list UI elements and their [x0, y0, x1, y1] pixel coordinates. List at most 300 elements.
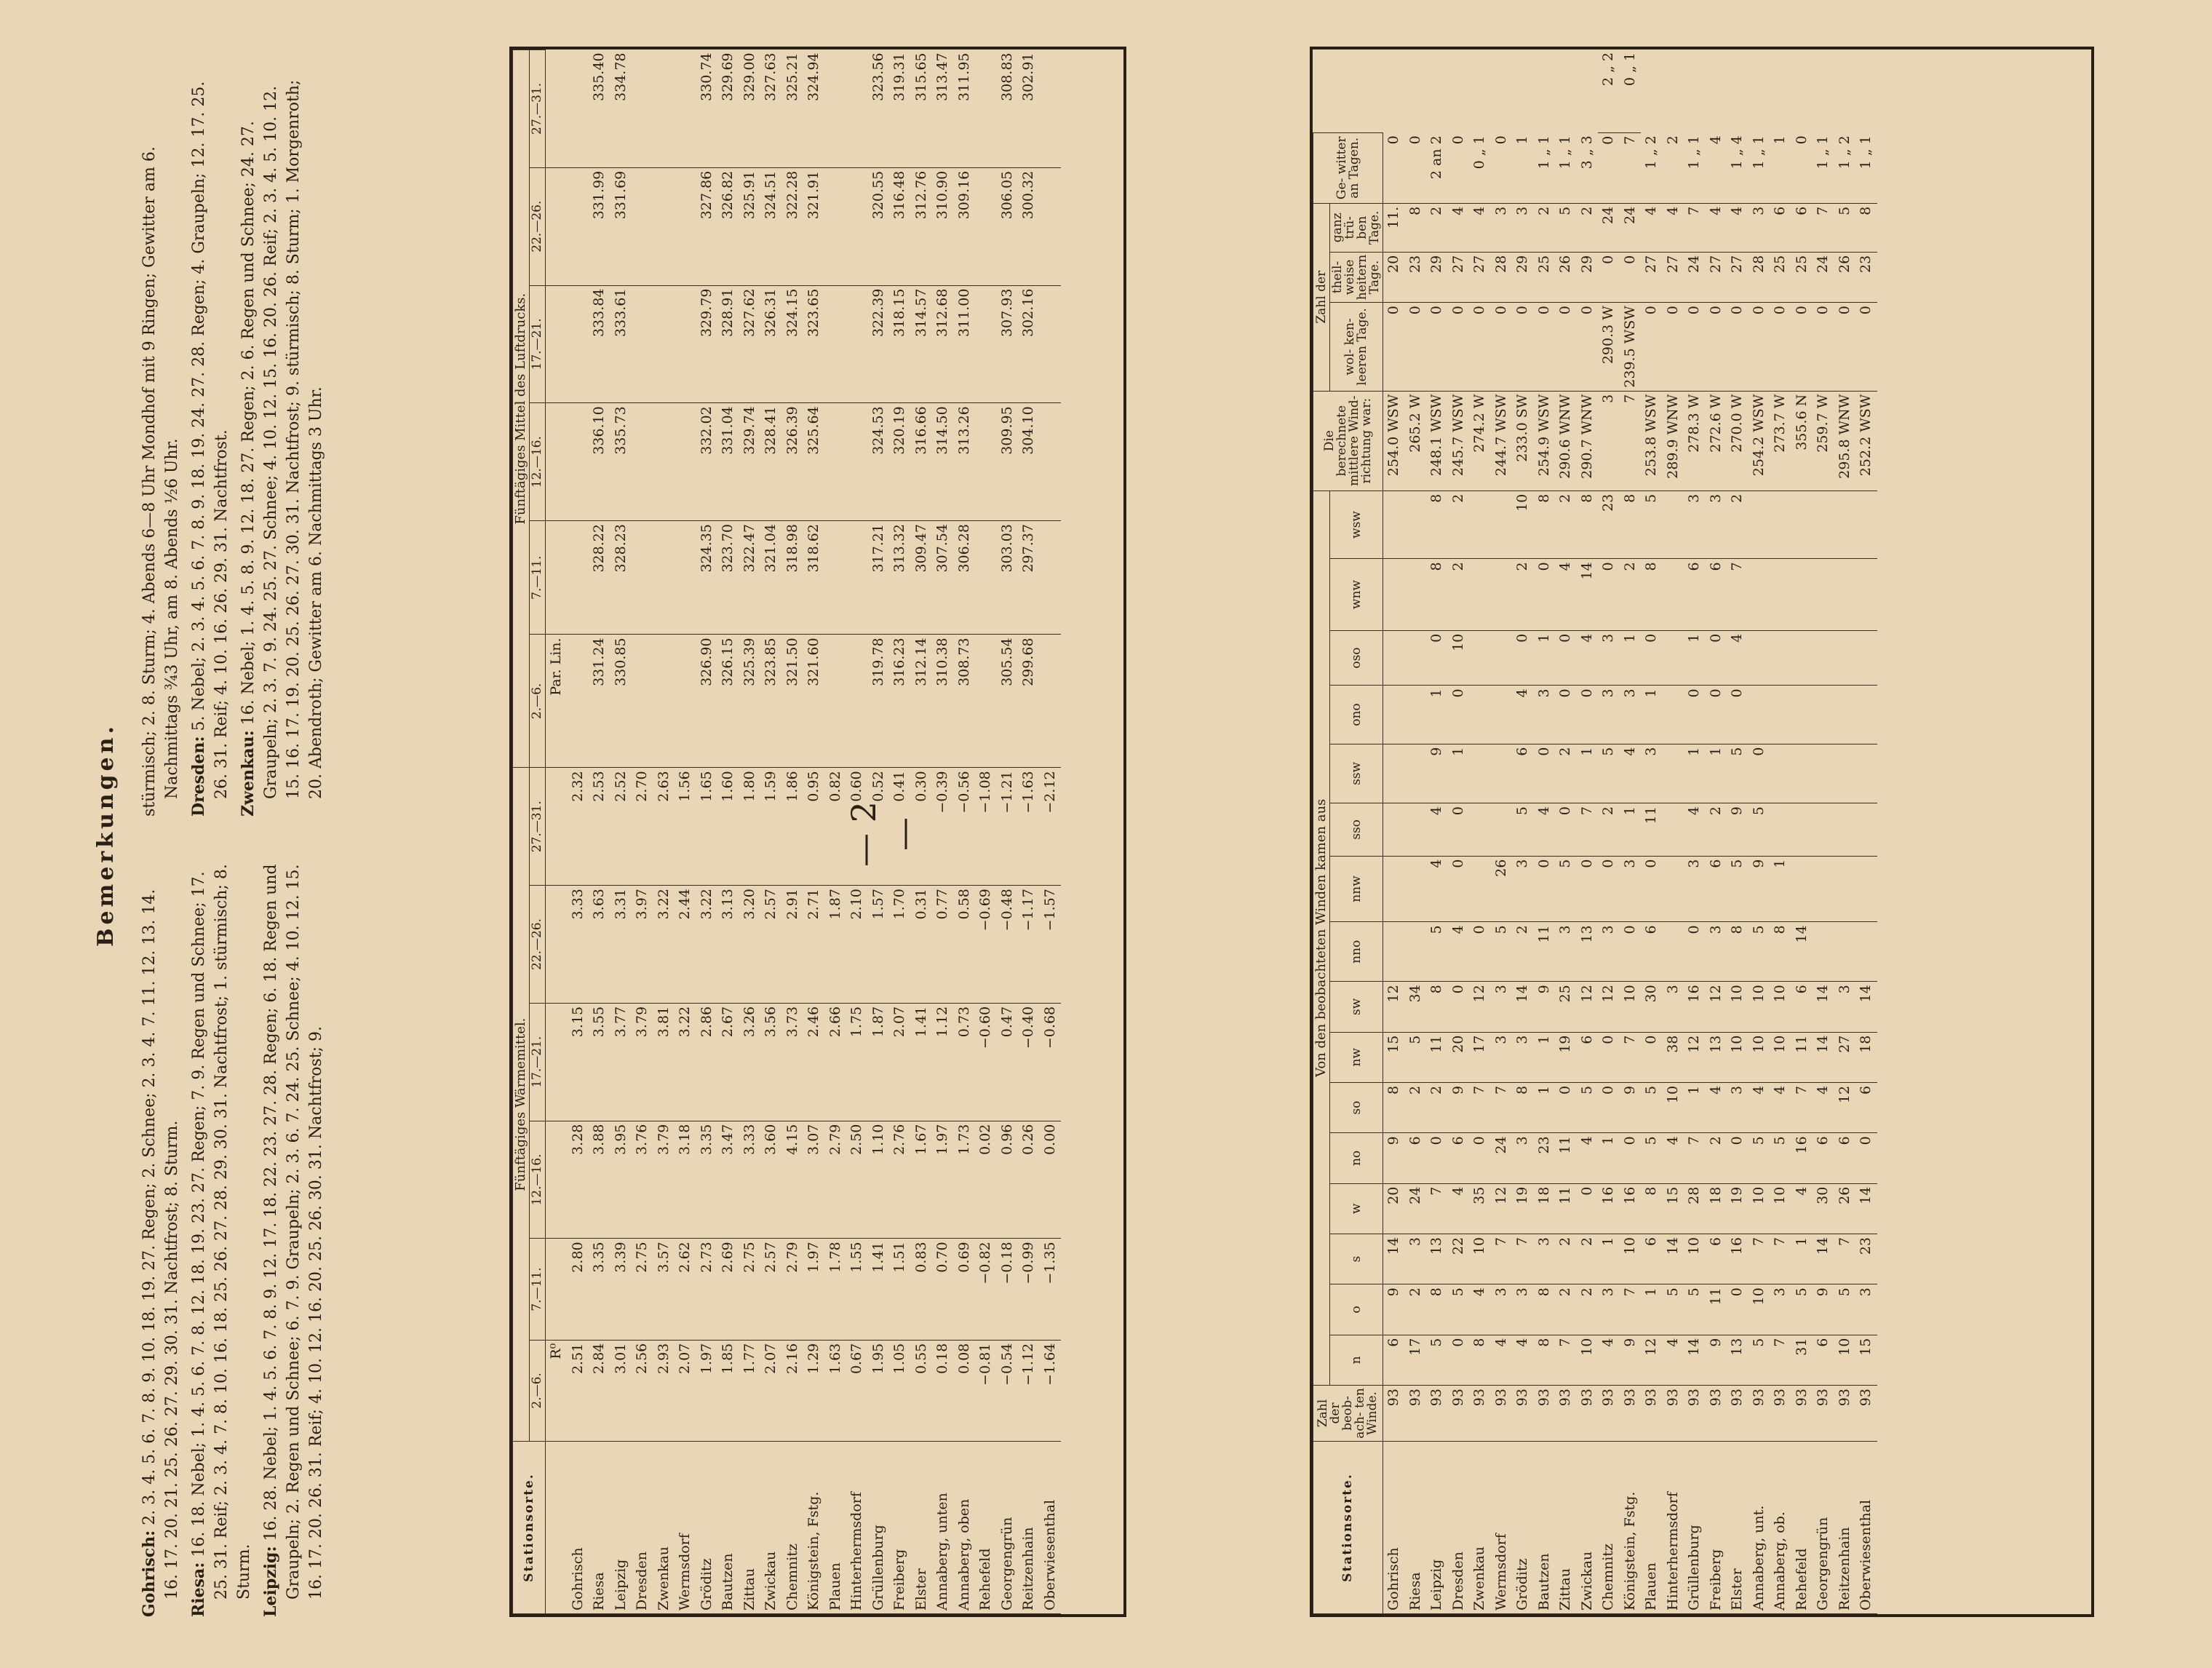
data-cell: 8 — [1426, 491, 1448, 559]
data-cell: 2 — [1663, 132, 1684, 203]
data-cell: 5 — [1426, 922, 1448, 982]
data-cell: 10 — [1770, 1183, 1791, 1234]
data-cell: 13 — [1577, 922, 1599, 982]
data-cell — [1469, 559, 1491, 630]
data-cell: 93 — [1706, 1386, 1727, 1442]
remark-paragraph — [188, 860, 255, 1617]
data-cell: 5 — [1727, 744, 1748, 803]
data-cell: 3 — [1598, 630, 1620, 686]
station-name: Oberwiesenthal — [1855, 1442, 1877, 1614]
data-cell: 1 „ 1 — [1555, 132, 1577, 203]
direction-header: o — [1330, 1284, 1383, 1335]
data-cell: 23 — [1405, 252, 1427, 302]
period-header: 2.—6. — [530, 635, 546, 768]
table-row — [760, 50, 782, 1614]
data-cell: 25 — [1534, 252, 1556, 302]
data-cell: 11 — [1706, 1284, 1727, 1335]
data-cell: 0 — [1748, 303, 1770, 392]
data-cell: 310.38 — [932, 635, 954, 768]
data-cell — [846, 285, 868, 403]
data-cell: −0.18 — [997, 1239, 1019, 1340]
table-row — [1684, 49, 1706, 1614]
data-cell — [1663, 744, 1684, 803]
table-row — [1855, 49, 1877, 1614]
table-row — [568, 50, 589, 1614]
data-cell — [1813, 803, 1834, 856]
data-cell: 7 — [1620, 132, 1642, 203]
data-cell: 6 — [1383, 1335, 1405, 1385]
remark-text: 16. 28. Nebel; 1. 4. 5. 6. 7. 8. 9. 12. 17. 18. 22. 23. 27. 28. Regen; 6. 18. Regen und Graupeln; 2. Regen und Schnee; 6. 7. 9. Graupeln; 2. 3. 6. 7. 24. 25. Schnee; 4. 10. 12. 15. 16. 17. 20. 26. 31. Reif; 4. 10. 12. 16. 20. 25. 26. 30. 31. Nachtfrost; 9. — [262, 864, 325, 1600]
data-cell: 0 — [1663, 303, 1684, 392]
station-name: Hinterhermsdorf — [846, 1442, 868, 1614]
data-cell: 8 — [1534, 1335, 1556, 1385]
data-cell: 2.76 — [889, 1121, 911, 1239]
data-cell: 3 — [1727, 1082, 1748, 1132]
data-cell: 1 „ 2 — [1834, 132, 1856, 203]
data-cell: 3 — [1512, 203, 1534, 252]
data-cell: 3.33 — [568, 886, 589, 1004]
data-cell: 0 — [1684, 686, 1706, 744]
data-cell: 1 — [1534, 1032, 1556, 1082]
data-cell: 316.23 — [889, 635, 911, 768]
data-cell: −1.17 — [1018, 886, 1040, 1004]
data-cell: 14 — [1791, 922, 1813, 982]
data-cell: 1.97 — [803, 1239, 825, 1340]
direction-header: w — [1330, 1183, 1383, 1234]
data-cell: 7 — [1555, 1335, 1577, 1385]
data-cell: −0.99 — [1018, 1239, 1040, 1340]
data-cell: 324.51 — [760, 167, 782, 285]
data-cell: 17 — [1469, 1032, 1491, 1082]
period-header: 22.—26. — [530, 167, 546, 285]
data-cell: 3.28 — [568, 1121, 589, 1239]
table-row — [632, 50, 653, 1614]
station-name: Dresden — [1448, 1442, 1470, 1614]
station-name: Gohrisch — [1383, 1442, 1405, 1614]
table-row — [1491, 49, 1513, 1614]
data-cell: 327.62 — [739, 285, 761, 403]
data-cell: 0 — [1491, 303, 1513, 392]
data-cell: −1.57 — [1040, 886, 1062, 1004]
data-cell: 308.83 — [997, 50, 1019, 168]
data-cell: 0 — [1405, 303, 1427, 392]
data-cell: 6 — [1706, 1234, 1727, 1284]
data-cell: 295.8 WNW — [1834, 391, 1856, 491]
data-cell: 0 — [1620, 1133, 1642, 1183]
data-cell: 3.57 — [653, 1239, 675, 1340]
station-name: Gröditz — [696, 1442, 718, 1614]
unit-spacer — [546, 1121, 568, 1239]
data-cell: 336.10 — [589, 403, 610, 521]
data-cell — [675, 167, 696, 285]
direction-header: no — [1330, 1133, 1383, 1183]
data-cell: 309.95 — [997, 403, 1019, 521]
data-cell: 3 — [1748, 203, 1770, 252]
data-cell: 6 — [1405, 1133, 1427, 1183]
data-cell: 334.78 — [610, 50, 632, 168]
station-name: Freiberg — [1706, 1442, 1727, 1614]
data-cell: 8 — [1383, 1082, 1405, 1132]
unit-spacer — [546, 886, 568, 1004]
station-name: Bautzen — [1534, 1442, 1556, 1614]
data-cell — [1663, 630, 1684, 686]
data-cell — [846, 403, 868, 521]
station-name: Hinterhermsdorf — [1663, 1442, 1684, 1614]
data-cell: 2.44 — [675, 886, 696, 1004]
unit-spacer — [546, 521, 568, 635]
data-cell: 322.39 — [868, 285, 890, 403]
data-cell: 1 „ 2 — [1641, 132, 1663, 203]
data-cell: 18 — [1534, 1183, 1556, 1234]
data-cell: 4 — [1426, 856, 1448, 922]
data-cell: 3 — [1620, 856, 1642, 922]
data-cell: 93 — [1727, 1386, 1748, 1442]
data-cell: −1.64 — [1040, 1340, 1062, 1441]
data-cell: 355.6 N — [1791, 391, 1813, 491]
remark-station: Zwenkau: — [239, 730, 258, 817]
data-cell: 3.56 — [760, 1003, 782, 1121]
data-cell: 5 — [1727, 856, 1748, 922]
data-cell: 6 — [1577, 1032, 1599, 1082]
data-cell — [675, 521, 696, 635]
data-cell: 329.69 — [717, 50, 739, 168]
temp-pressure-table — [512, 49, 1061, 1614]
data-cell: 9 — [1534, 982, 1556, 1032]
data-cell: 3.35 — [589, 1239, 610, 1340]
data-cell: 19 — [1555, 1032, 1577, 1082]
data-cell: 290.7 WNW — [1577, 391, 1599, 491]
station-name: Georgengrün — [1813, 1442, 1834, 1614]
data-cell: 5 — [1426, 1335, 1448, 1385]
data-cell: 3 — [1770, 1284, 1791, 1335]
data-cell: 24 — [1405, 1183, 1427, 1234]
data-cell: 11 — [1426, 1032, 1448, 1082]
table-row — [997, 50, 1019, 1614]
data-cell: 312.68 — [932, 285, 954, 403]
data-cell: 10 — [1834, 1335, 1856, 1385]
data-cell: 30 — [1641, 982, 1663, 1032]
days-subheader: wol- ken- leeren Tage. — [1330, 303, 1383, 392]
data-cell: 2.10 — [846, 886, 868, 1004]
data-cell: 6 — [1834, 1133, 1856, 1183]
data-cell: 324.53 — [868, 403, 890, 521]
data-cell: 0.00 — [1040, 1121, 1062, 1239]
data-cell: 3 — [1598, 391, 1620, 491]
data-cell: 3 — [1684, 491, 1706, 559]
data-cell: 0 — [1791, 132, 1813, 203]
data-cell: 28 — [1491, 252, 1513, 302]
data-cell: 3.88 — [589, 1121, 610, 1239]
data-cell: 22 — [1448, 1234, 1470, 1284]
table-row — [954, 50, 976, 1614]
data-cell: 321.50 — [782, 635, 804, 768]
data-cell: 7 — [1620, 1284, 1642, 1335]
period-header-row — [530, 50, 546, 1614]
data-cell: 6 — [1512, 744, 1534, 803]
table-row — [1663, 49, 1684, 1614]
data-cell — [675, 403, 696, 521]
data-cell: 325.64 — [803, 403, 825, 521]
data-cell: 317.21 — [868, 521, 890, 635]
temp-table-body — [546, 50, 1062, 1614]
data-cell: −0.56 — [954, 768, 976, 886]
direction-header: oso — [1330, 630, 1383, 686]
data-cell: −0.39 — [932, 768, 954, 886]
data-cell: 3.95 — [610, 1121, 632, 1239]
data-cell: 2 — [1598, 803, 1620, 856]
data-cell: 316.48 — [889, 167, 911, 285]
data-cell — [568, 50, 589, 168]
data-cell: 2.70 — [632, 768, 653, 886]
data-cell — [1834, 922, 1856, 982]
data-cell: 325.91 — [739, 167, 761, 285]
data-cell: 0 — [1448, 803, 1470, 856]
data-cell: 10 — [1620, 1234, 1642, 1284]
data-cell: 2 — [1577, 1234, 1599, 1284]
data-cell: 7 — [1684, 203, 1706, 252]
data-cell: 38 — [1663, 1032, 1684, 1082]
data-cell: 1 — [1448, 744, 1470, 803]
data-cell: 6 — [1706, 559, 1727, 630]
data-cell: 0 — [1706, 303, 1727, 392]
data-cell: 12 — [1577, 982, 1599, 1032]
data-cell: 0.08 — [954, 1340, 976, 1441]
data-cell: 0 — [1727, 686, 1748, 744]
data-cell: 0 — [1448, 686, 1470, 744]
data-cell: 2.71 — [803, 886, 825, 1004]
data-cell: 1 „ 4 — [1727, 132, 1748, 203]
direction-header: n — [1330, 1335, 1383, 1385]
data-cell — [975, 521, 997, 635]
data-cell: 327.86 — [696, 167, 718, 285]
data-cell: 2 — [1405, 1082, 1427, 1132]
data-cell: 12 — [1706, 982, 1727, 1032]
data-cell: 1 — [1770, 856, 1791, 922]
data-cell: 3.81 — [653, 1003, 675, 1121]
data-cell: 310.90 — [932, 167, 954, 285]
temp-pressure-panel — [509, 47, 1126, 1617]
data-cell: 289.9 WNW — [1663, 391, 1684, 491]
data-cell: 24 — [1620, 203, 1642, 252]
station-name: Rehefeld — [1791, 1442, 1813, 1614]
data-cell: 0 — [1598, 1082, 1620, 1132]
remark-text: 2. 3. 4. 5. 6. 7. 8. 9. 10. 18. 19. 27. Regen; 2. Schnee; 2. 3. 4. 7. 11. 12. 13. 14. 16. 17. 20. 21. 25. 26. 27. 29. 30. 31. Nachtfrost; 8. Sturm. — [140, 889, 181, 1600]
remark-paragraph — [138, 860, 183, 1617]
data-cell: 14 — [1813, 1234, 1834, 1284]
data-cell: 4 — [1770, 1082, 1791, 1132]
data-cell — [1834, 630, 1856, 686]
direction-header: sso — [1330, 803, 1383, 856]
station-name: Reitzenhain — [1834, 1442, 1856, 1614]
data-cell: 311.00 — [954, 285, 976, 403]
temp-station-header: Stationsorte. — [513, 1442, 546, 1614]
data-cell: −0.82 — [975, 1239, 997, 1340]
data-cell: 308.73 — [954, 635, 976, 768]
data-cell: 6 — [1448, 1133, 1470, 1183]
data-cell: 2.46 — [803, 1003, 825, 1121]
data-cell: 7 — [1813, 203, 1834, 252]
table-row — [1512, 49, 1534, 1614]
data-cell: 333.61 — [610, 285, 632, 403]
data-cell: 0 — [1855, 303, 1877, 392]
data-cell: 321.04 — [760, 521, 782, 635]
data-cell: 34 — [1405, 982, 1427, 1032]
data-cell: 0.67 — [846, 1340, 868, 1441]
data-cell — [632, 635, 653, 768]
data-cell: 321.91 — [803, 167, 825, 285]
data-cell: 0 — [1448, 132, 1470, 203]
data-cell: 23 — [1855, 1234, 1877, 1284]
data-cell — [1791, 686, 1813, 744]
data-cell: 2.73 — [696, 1239, 718, 1340]
data-cell: 8 — [1855, 203, 1877, 252]
period-header: 27.—31. — [530, 50, 546, 168]
data-cell: 1 — [1534, 630, 1556, 686]
data-cell: −2.12 — [1040, 768, 1062, 886]
table-row — [1577, 49, 1599, 1614]
station-name: Zittau — [1555, 1442, 1577, 1614]
data-cell: 1.57 — [868, 886, 890, 1004]
data-cell: 6 — [1641, 922, 1663, 982]
data-cell: 309.16 — [954, 167, 976, 285]
data-cell: 326.39 — [782, 403, 804, 521]
data-cell: 9 — [1383, 1133, 1405, 1183]
direction-header: nno — [1330, 922, 1383, 982]
wind-count-header: Zahl der beob- ach- ten Winde. — [1313, 1386, 1383, 1442]
data-cell: 307.54 — [932, 521, 954, 635]
data-cell: 25 — [1791, 252, 1813, 302]
data-cell: 1 — [1791, 1234, 1813, 1284]
data-cell: 331.69 — [610, 167, 632, 285]
data-cell — [846, 521, 868, 635]
data-cell: 5 — [1405, 1032, 1427, 1082]
data-cell: 93 — [1448, 1386, 1470, 1442]
data-cell: 93 — [1770, 1386, 1791, 1442]
data-cell: 26 — [1834, 252, 1856, 302]
data-cell: 4 — [1813, 1082, 1834, 1132]
data-cell — [1405, 630, 1427, 686]
data-cell: 322.28 — [782, 167, 804, 285]
data-cell: 29 — [1577, 252, 1599, 302]
data-cell: 1.78 — [825, 1239, 847, 1340]
station-name: Elster — [1727, 1442, 1748, 1614]
station-name: Chemnitz — [782, 1442, 804, 1614]
data-cell — [1834, 856, 1856, 922]
data-cell: 10 — [1770, 982, 1791, 1032]
data-cell: 93 — [1684, 1386, 1706, 1442]
data-cell: 254.9 WSW — [1534, 391, 1556, 491]
data-cell: 1.29 — [803, 1340, 825, 1441]
data-cell: 2.91 — [782, 886, 804, 1004]
data-cell: 8 — [1426, 1284, 1448, 1335]
period-header: 2.—6. — [530, 1340, 546, 1441]
data-cell — [1663, 803, 1684, 856]
data-cell — [1491, 744, 1513, 803]
data-cell: 93 — [1620, 1386, 1642, 1442]
station-name: Grüllenburg — [1684, 1442, 1706, 1614]
data-cell — [1040, 403, 1062, 521]
data-cell: 3 — [1598, 922, 1620, 982]
data-cell: −0.48 — [997, 886, 1019, 1004]
direction-header: wsw — [1330, 491, 1383, 559]
data-cell: 14 — [1813, 982, 1834, 1032]
data-cell: 3.35 — [696, 1121, 718, 1239]
data-cell: 14 — [1813, 1032, 1834, 1082]
data-cell: 2.62 — [675, 1239, 696, 1340]
data-cell — [1383, 491, 1405, 559]
data-cell: 16 — [1684, 982, 1706, 1032]
data-cell: 273.7 W — [1770, 391, 1791, 491]
table-row — [1426, 49, 1448, 1614]
data-cell: 5 — [1663, 1284, 1684, 1335]
remark-text: stürmisch; 2. 8. Sturm; 4. Abends 6—8 Uhr Mondhof mit 9 Ringen; Gewitter am 6. Nachmittags ¾3 Uhr, am 8. Abends ½6 Uhr. — [140, 146, 181, 817]
data-cell — [1663, 686, 1684, 744]
data-cell — [568, 521, 589, 635]
data-cell: 4 — [1684, 803, 1706, 856]
unit-spacer — [546, 50, 568, 168]
data-cell: 27 — [1641, 252, 1663, 302]
station-name: Freiberg — [889, 1442, 911, 1614]
data-cell: 15 — [1855, 1335, 1877, 1385]
table-row — [1448, 49, 1470, 1614]
data-cell: 2 — [1426, 203, 1448, 252]
data-cell: 0 — [1813, 303, 1834, 392]
data-cell — [1855, 559, 1877, 630]
direction-header: ssw — [1330, 744, 1383, 803]
data-cell: 2.84 — [589, 1340, 610, 1441]
data-cell: 3.55 — [589, 1003, 610, 1121]
data-cell — [1791, 559, 1813, 630]
data-cell: 9 — [1620, 1335, 1642, 1385]
station-name: Rehefeld — [975, 1442, 997, 1614]
data-cell — [1040, 50, 1062, 168]
data-cell: 3.26 — [739, 1003, 761, 1121]
data-cell — [568, 403, 589, 521]
data-cell: 1.87 — [868, 1003, 890, 1121]
data-cell: 307.93 — [997, 285, 1019, 403]
data-cell — [825, 521, 847, 635]
unit-spacer — [546, 1239, 568, 1340]
data-cell: 2 — [1555, 744, 1577, 803]
data-cell: 253.8 WSW — [1641, 391, 1663, 491]
remarks-right-column — [138, 60, 332, 817]
data-cell: 1 — [1684, 744, 1706, 803]
data-cell — [1770, 630, 1791, 686]
data-cell — [1791, 856, 1813, 922]
remark-text: 5. Nebel; 2. 3. 4. 5. 6. 7. 8. 9. 18. 19. 24. 27. 28. Regen; 4. Graupeln; 12. 17. 25. 26. 31. Reif; 4. 10. 16. 26. 29. 31. Nachtfrost. — [190, 81, 231, 799]
data-cell: 1 „ 1 — [1534, 132, 1556, 203]
data-cell: 93 — [1663, 1386, 1684, 1442]
data-cell: 3.79 — [632, 1003, 653, 1121]
table-row — [1620, 49, 1642, 1614]
data-cell: 4 — [1663, 1133, 1684, 1183]
data-cell: 0.41 — [889, 768, 911, 886]
data-cell: 329.74 — [739, 403, 761, 521]
table-row — [696, 50, 718, 1614]
data-cell — [825, 635, 847, 768]
table-row — [1405, 49, 1427, 1614]
data-cell: 2.66 — [825, 1003, 847, 1121]
data-cell: 297.37 — [1018, 521, 1040, 635]
table-row — [1706, 49, 1727, 1614]
data-cell: 14 — [1855, 982, 1877, 1032]
data-cell — [1469, 856, 1491, 922]
data-cell: 3.07 — [803, 1121, 825, 1239]
data-cell: 306.28 — [954, 521, 976, 635]
data-cell — [846, 635, 868, 768]
data-cell — [1663, 922, 1684, 982]
data-cell: 3 — [1620, 686, 1642, 744]
